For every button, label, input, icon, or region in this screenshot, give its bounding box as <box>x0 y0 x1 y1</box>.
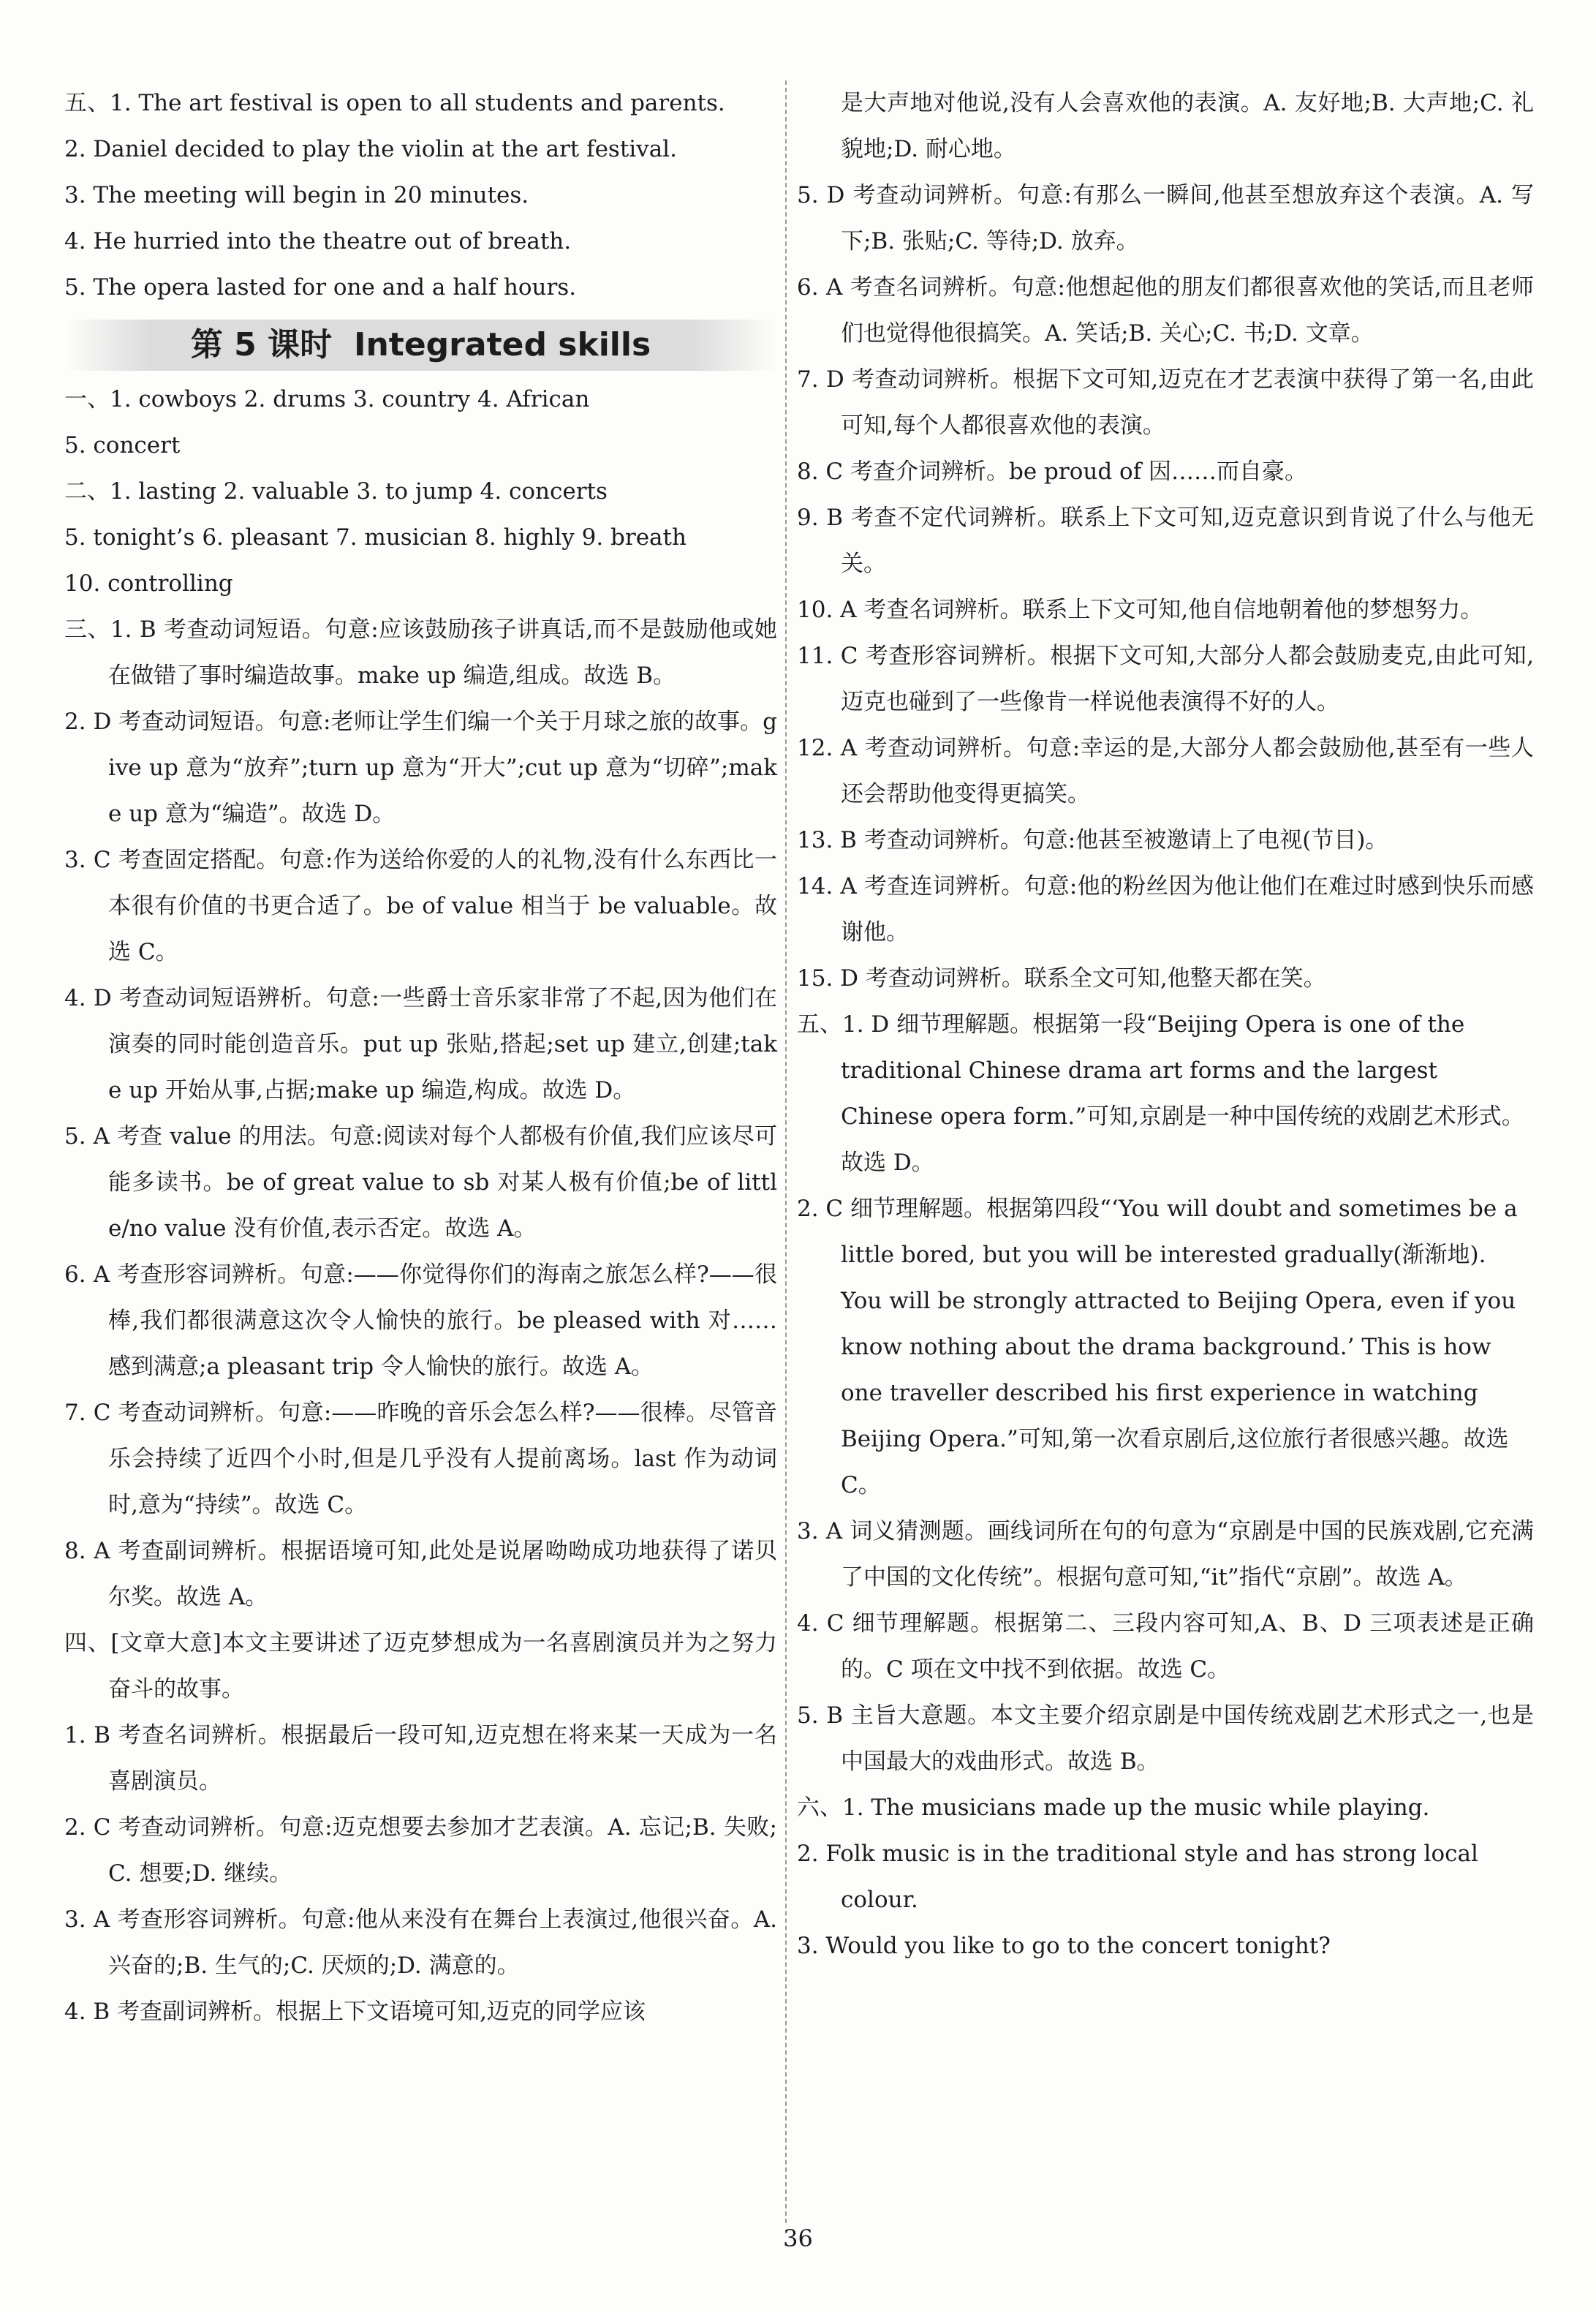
answer-item: 2. D 考查动词短语。句意:老师让学生们编一个关于月球之旅的故事。give up 意为“放弃”;turn up 意为“开大”;cut up 意为“切碎”;make up 意为“编造”。故选 D。 <box>64 709 777 827</box>
heading-title: Integrated skills <box>354 326 651 363</box>
answer-item: 4. He hurried into the theatre out of breath. <box>64 228 572 254</box>
answer-item: 2. Daniel decided to play the violin at the art festival. <box>64 136 677 162</box>
answer-item: 5. A 考查 value 的用法。句意:阅读对每个人都极有价值,我们应该尽可能多读书。be of great value to sb 对某人极有价值;be of little/no value 没有价值,表示否定。故选 A。 <box>64 1123 777 1242</box>
answer-item: 10. controlling <box>64 570 233 597</box>
answer-item: 四、[文章大意]本文主要讲述了迈克梦想成为一名喜剧演员并为之努力奋斗的故事。 <box>64 1630 777 1702</box>
answer-item: 2. C 考查动词辨析。句意:迈克想要去参加才艺表演。A. 忘记;B. 失败;C. 想要;D. 继续。 <box>64 1814 777 1887</box>
answer-item: 二、1. lasting 2. valuable 3. to jump 4. concerts <box>64 478 608 505</box>
answer-item: 3. C 考查固定搭配。句意:作为送给你爱的人的礼物,没有什么东西比一本很有价值的书更合适了。be of value 相当于 be valuable。故选 C。 <box>64 847 777 965</box>
answer-item: 5. tonight’s 6. pleasant 7. musician 8. highly 9. breath <box>64 524 687 551</box>
answer-item: 9. B 考查不定代词辨析。联系上下文可知,迈克意识到肯说了什么与他无关。 <box>797 505 1534 577</box>
answer-item: 三、1. B 考查动词短语。句意:应该鼓励孩子讲真话,而不是鼓励他或她在做错了事时编造故事。make up 编造,组成。故选 B。 <box>64 616 777 689</box>
answer-item: 7. C 考查动词辨析。句意:——昨晚的音乐会怎么样?——很棒。尽管音乐会持续了近四个小时,但是几乎没有人提前离场。last 作为动词时,意为“持续”。故选 C。 <box>64 1400 777 1518</box>
answer-item: 2. Folk music is in the traditional style and has strong local colour. <box>797 1841 1478 1913</box>
section-heading <box>64 320 777 371</box>
answer-item: 一、1. cowboys 2. drums 3. country 4. African <box>64 386 590 412</box>
answer-continuation: 是大声地对他说,没有人会喜欢他的表演。A. 友好地;B. 大声地;C. 礼貌地;D. 耐心地。 <box>841 90 1534 162</box>
right-column <box>797 80 1534 1969</box>
answer-item: 13. B 考查动词辨析。句意:他甚至被邀请上了电视(节目)。 <box>797 827 1388 853</box>
heading-lesson: 第 5 课时 <box>190 326 333 363</box>
answer-item: 3. A 词义猜测题。画线词所在句的句意为“京剧是中国的民族戏剧,它充满了中国的文化传统”。根据句意可知,“it”指代“京剧”。故选 A。 <box>797 1518 1534 1591</box>
answer-item: 六、1. The musicians made up the music while playing. <box>797 1795 1430 1821</box>
answer-item: 4. C 细节理解题。根据第二、三段内容可知,A、B、D 三项表述是正确的。C 项在文中找不到依据。故选 C。 <box>797 1610 1534 1683</box>
answer-item: 4. D 考查动词短语辨析。句意:一些爵士音乐家非常了不起,因为他们在演奏的同时能创造音乐。put up 张贴,搭起;set up 建立,创建;take up 开始从事,占据;make up 编造,构成。故选 D。 <box>64 985 777 1103</box>
answer-item: 12. A 考查动词辨析。句意:幸运的是,大部分人都会鼓励他,甚至有一些人还会帮助他变得更搞笑。 <box>797 735 1534 807</box>
answer-item: 8. A 考查副词辨析。根据语境可知,此处是说屠呦呦成功地获得了诺贝尔奖。故选 A。 <box>64 1538 777 1610</box>
answer-item: 14. A 考查连词辨析。句意:他的粉丝因为他让他们在难过时感到快乐而感谢他。 <box>797 873 1534 946</box>
answer-item: 五、1. D 细节理解题。根据第一段“Beijing Opera is one of the traditional Chinese drama art forms and the largest Chinese opera form.”可知,京剧是一种中国传统的戏剧艺术形式。故选 D。 <box>797 1011 1524 1176</box>
answer-item: 8. C 考查介词辨析。be proud of 因……而自豪。 <box>797 459 1308 485</box>
page-number: 36 <box>783 2225 813 2252</box>
answer-item: 11. C 考查形容词辨析。根据下文可知,大部分人都会鼓励麦克,由此可知,迈克也碰到了一些像肯一样说他表演得不好的人。 <box>797 643 1534 715</box>
answer-item: 5. B 主旨大意题。本文主要介绍京剧是中国传统戏剧艺术形式之一,也是中国最大的戏曲形式。故选 B。 <box>797 1702 1534 1775</box>
answer-item: 五、1. The art festival is open to all students and parents. <box>64 90 725 116</box>
answer-item: 6. A 考查名词辨析。句意:他想起他的朋友们都很喜欢他的笑话,而且老师们也觉得他很搞笑。A. 笑话;B. 关心;C. 书;D. 文章。 <box>797 274 1534 347</box>
answer-item: 5. concert <box>64 432 181 459</box>
answer-item: 15. D 考查动词辨析。联系全文可知,他整天都在笑。 <box>797 965 1326 992</box>
answer-item: 10. A 考查名词辨析。联系上下文可知,他自信地朝着他的梦想努力。 <box>797 597 1483 623</box>
left-column <box>64 80 777 2035</box>
answer-item: 3. A 考查形容词辨析。句意:他从来没有在舞台上表演过,他很兴奋。A. 兴奋的;B. 生气的;C. 厌烦的;D. 满意的。 <box>64 1906 777 1979</box>
answer-item: 3. The meeting will begin in 20 minutes. <box>64 182 529 208</box>
answer-item: 7. D 考查动词辨析。根据下文可知,迈克在才艺表演中获得了第一名,由此可知,每个人都很喜欢他的表演。 <box>797 366 1534 439</box>
answer-item: 5. D 考查动词辨析。句意:有那么一瞬间,他甚至想放弃这个表演。A. 写下;B. 张贴;C. 等待;D. 放弃。 <box>797 182 1534 254</box>
answer-item: 5. The opera lasted for one and a half hours. <box>64 274 577 301</box>
answer-item: 4. B 考查副词辨析。根据上下文语境可知,迈克的同学应该 <box>64 1999 646 2025</box>
answer-item: 2. C 细节理解题。根据第四段“‘You will doubt and sometimes be a little bored, but you will be interested gradually(渐渐地). You will be strongly attracted to Beijing Opera, even if you know nothing about the drama background.’ This is how one traveller described his first experience in watching Beijing Opera.”可知,第一次看京剧后,这位旅行者很感兴趣。故选 C。 <box>797 1196 1518 1498</box>
answer-item: 1. B 考查名词辨析。根据最后一段可知,迈克想在将来某一天成为一名喜剧演员。 <box>64 1722 777 1795</box>
column-divider <box>785 80 787 2223</box>
answer-item: 6. A 考查形容词辨析。句意:——你觉得你们的海南之旅怎么样?——很棒,我们都很满意这次令人愉快的旅行。be pleased with 对……感到满意;a pleasant trip 令人愉快的旅行。故选 A。 <box>64 1261 777 1380</box>
answer-item: 3. Would you like to go to the concert tonight? <box>797 1933 1331 1959</box>
